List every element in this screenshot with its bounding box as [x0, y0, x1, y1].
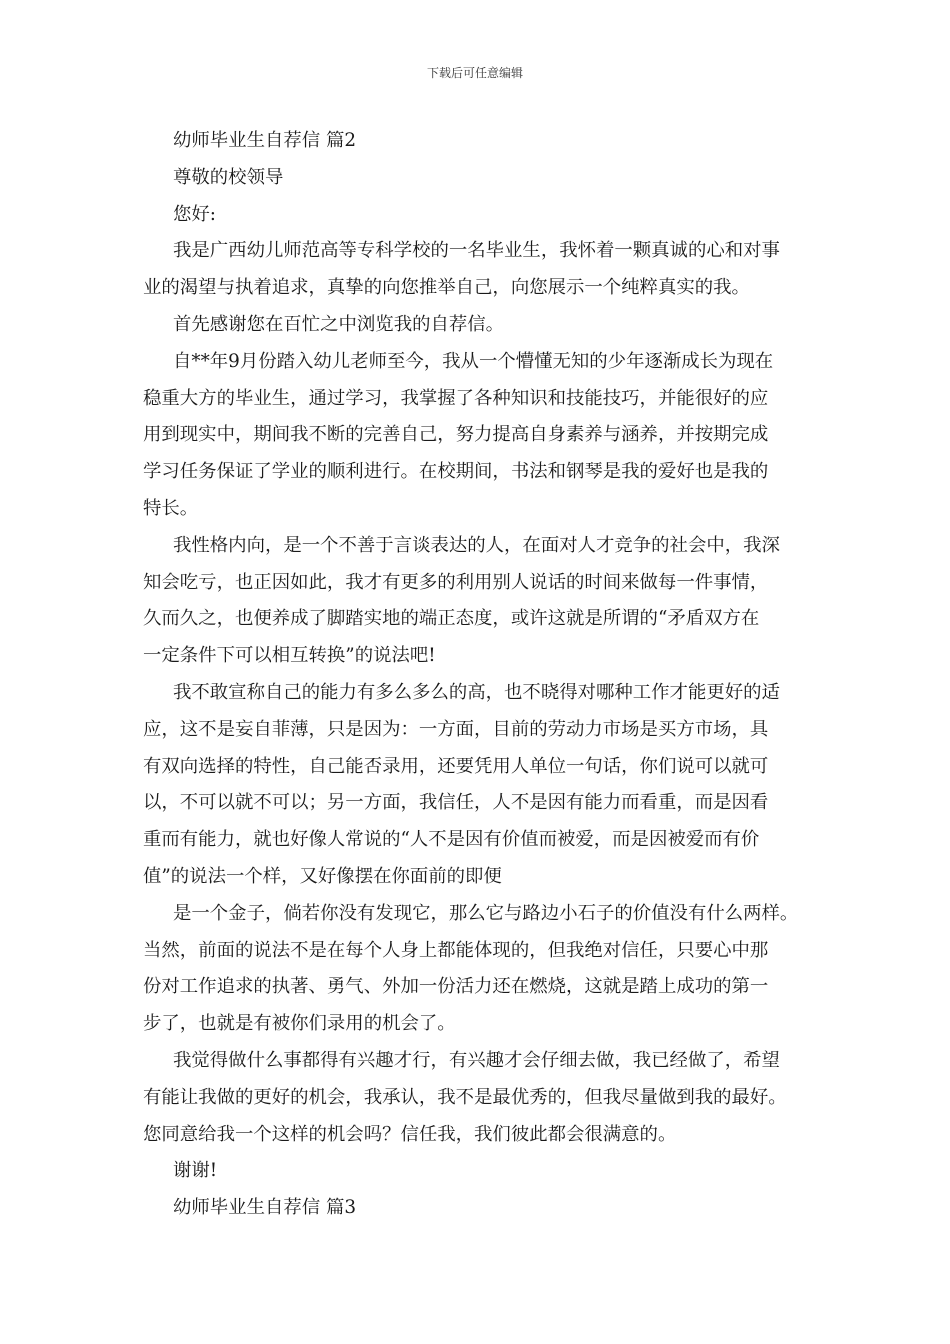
text-line: 有能让我做的更好的机会，我承认，我不是最优秀的，但我尽量做到我的最好。: [143, 1086, 787, 1108]
text-line: 步了，也就是有被你们录用的机会了。: [143, 1013, 456, 1035]
text-line: 值”的说法一个样，又好像摆在你面前的即便: [143, 865, 502, 887]
text-line: 学习任务保证了学业的顺利进行。在校期间，书法和钢琴是我的爱好也是我的: [143, 461, 769, 483]
text-line: 以，不可以就不可以；另一方面，我信任，人不是因有能力而看重，而是因看: [143, 792, 769, 814]
text-line: 当然，前面的说法不是在每个人身上都能体现的，但我绝对信任，只要心中那: [143, 939, 769, 961]
text-line: 我觉得做什么事都得有兴趣才行，有兴趣才会仔细去做，我已经做了，希望: [173, 1049, 780, 1071]
text-line: 重而有能力，就也好像人常说的“人不是因有价值而被爱，而是因被爱而有价: [143, 829, 760, 851]
text-line: 是一个金子，倘若你没有发现它，那么它与路边小石子的价值没有什么两样。: [173, 902, 799, 924]
page-header-note: 下载后可任意编辑: [426, 66, 523, 80]
text-line: 您好:: [173, 203, 216, 225]
text-line: 知会吃亏，也正因如此，我才有更多的利用别人说话的时间来做每一件事情，: [143, 571, 769, 593]
text-line: 业的渴望与执着追求，真挚的向您推举自己，向您展示一个纯粹真实的我。: [143, 277, 750, 299]
text-line: 自**年9月份踏入幼儿老师至今，我从一个懵懂无知的少年逐渐成长为现在: [173, 350, 774, 372]
text-line: 幼师毕业生自荐信 篇3: [173, 1197, 357, 1219]
text-line: 首先感谢您在百忙之中浏览我的自荐信。: [173, 313, 505, 335]
text-line: 用到现实中，期间我不断的完善自己，努力提高自身素养与涵养，并按期完成: [143, 424, 769, 446]
text-line: 稳重大方的毕业生，通过学习，我掌握了各种知识和技能技巧，并能很好的应: [143, 387, 769, 409]
text-line: 特长。: [143, 497, 199, 519]
text-line: 应，这不是妄自菲薄，只是因为：一方面，目前的劳动力市场是买方市场，具: [143, 718, 769, 740]
text-line: 我性格内向，是一个不善于言谈表达的人，在面对人才竞争的社会中，我深: [173, 534, 780, 556]
text-line: 尊敬的校领导: [173, 166, 284, 188]
text-line: 我是广西幼儿师范高等专科学校的一名毕业生，我怀着一颗真诚的心和对事: [173, 240, 780, 262]
text-line: 久而久之，也便养成了脚踏实地的端正态度，或许这就是所谓的“矛盾双方在: [143, 608, 760, 630]
text-line: 我不敢宣称自己的能力有多么多么的高，也不晓得对哪种工作才能更好的适: [173, 681, 780, 703]
text-line: 一定条件下可以相互转换”的说法吧!: [143, 645, 436, 667]
text-line: 您同意给我一个这样的机会吗？信任我，我们彼此都会很满意的。: [143, 1123, 677, 1145]
text-line: 幼师毕业生自荐信 篇2: [173, 130, 357, 151]
text-line: 有双向选择的特性，自己能否录用，还要凭用人单位一句话，你们说可以就可: [143, 755, 769, 777]
text-line: 谢谢!: [173, 1160, 218, 1182]
text-line: 份对工作追求的执著、勇气、外加一份活力还在燃烧，这就是踏上成功的第一: [143, 976, 769, 998]
letter-body: [143, 123, 813, 1227]
